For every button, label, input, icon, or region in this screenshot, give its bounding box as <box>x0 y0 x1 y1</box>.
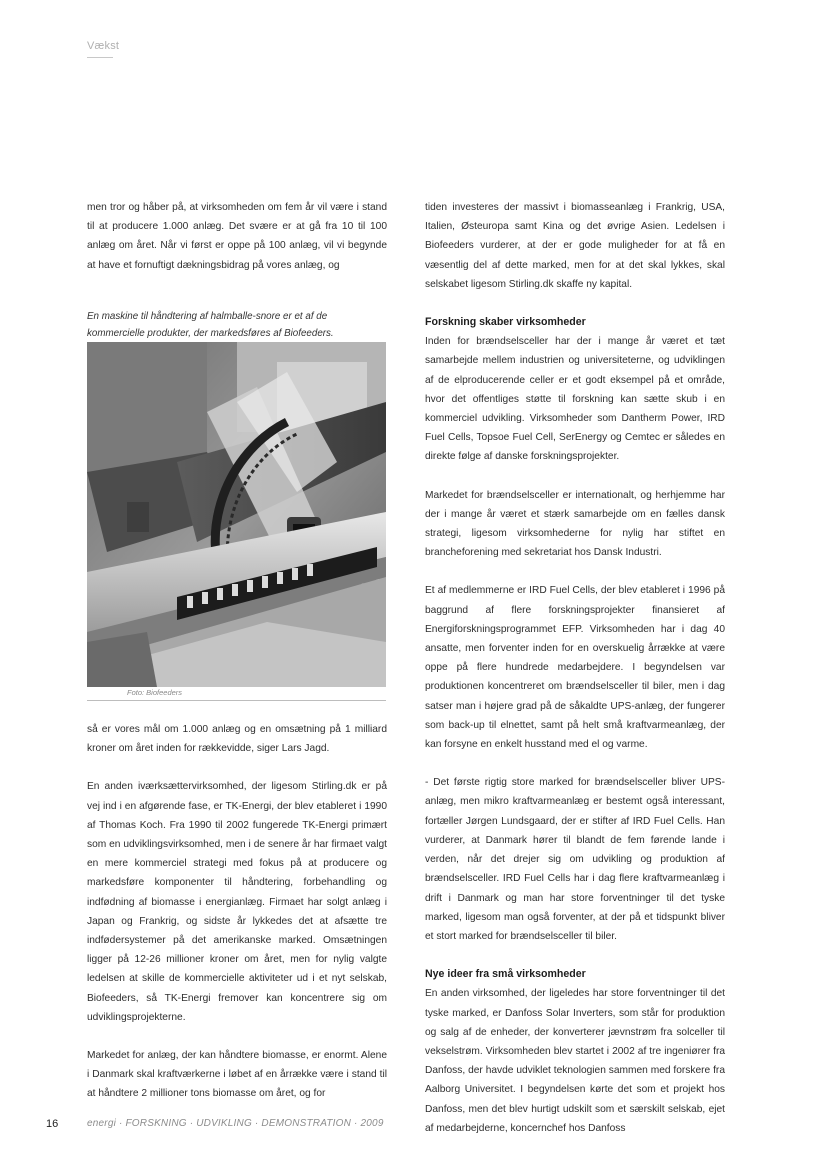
section-rule <box>87 57 113 58</box>
right-column <box>425 198 725 1157</box>
left-column-bottom <box>87 720 387 1123</box>
section-label: Vækst <box>87 40 120 52</box>
page-number: 16 <box>46 1118 59 1130</box>
paragraph: tiden investeres der massivt i biomasseanlæg i Frankrig, USA, Italien, Østeuropa samt Kina og det øvrige Asien. Ledelsen i Biofeeders vurderer, at der er gode muligheder for at få en væsentlig del af dette marked, men for at det skal lykkes, skal selskabet ligesom Stirling.dk skaffe ny kapital. <box>425 202 725 290</box>
paragraph: En anden iværksættervirksomhed, der ligesom Stirling.dk er på vej ind i en afgørende fase, er TK-Energi, der blev etableret i 1990 af Thomas Koch. Fra 1990 til 2002 fungerede TK-Energi primært som en udviklingsvirksomhed, men i de senere år har firmaet valgt en mere kommerciel strategi med fokus på at producere og markedsføre komponenter til håndtering, forbehandling og indfødning af biomasse i energianlæg. Firmaet har solgt anlæg i Japan og Frankrig, og sidste år lykkedes det at afsætte tre indfødersystemer på det amerikanske marked. Omsætningen ligger på 12-26 millioner kroner om året, men for nylig valgte ledelsen at skille de kommercielle aktiviteter ud i et nyt selskab, Biofeeders, så TK-Energi fremover kan koncentrere sig om udviklingsprojekterne. <box>87 781 387 1023</box>
section-heading: Forskning skaber virksomheder <box>425 316 586 329</box>
paragraph: men tror og håber på, at virksomheden om fem år vil være i stand til at producere 1.000 anlæg. Det svære er at gå fra 10 til 100 anlæg om året. Når vi først er oppe på 100 anlæg, vil vi begynde at have et fornuftigt dækningsbidrag på vores anlæg, og <box>87 202 387 271</box>
paragraph: Et af medlemmerne er IRD Fuel Cells, der blev etableret i 1996 på baggrund af flere forskningsprojekter finansieret af Energiforskningsprogrammet EFP. Virksomheden har i dag 40 ansatte, men forventer inden for en overskuelig årrække at være oppe på flere hundrede medarbejdere. I begyndelsen var produktionen koncentreret om brændselsceller til biler, men i dag satser man i højere grad på de såkaldte UPS-anlæg, der fungerer som back-up til elnettet, samt på helt små kraftvarmeanlæg, der kan forsyne en enkelt husstand med el og varme. <box>425 585 725 751</box>
paragraph: Inden for brændselsceller har der i mange år været et tæt samarbejde mellem industrien og universiteterne, og udviklingen af de elproducerende celler er et godt eksempel på et område, hvor det offentliges støtte til forskning kan sætte skub i en kommerciel udvikling. Virksomheder som Dantherm Power, IRD Fuel Cells, Topsoe Fuel Cell, SerEnergy og Cemtec er således en direkte følge af danske forskningsprojekter. <box>425 336 725 463</box>
section-heading: Nye ideer fra små virksomheder <box>425 968 586 981</box>
paragraph: så er vores mål om 1.000 anlæg og en omsætning på 1 milliard kroner om året inden for rækkevidde, siger Lars Jagd. <box>87 724 387 755</box>
paragraph: - Det første rigtig store marked for brændselsceller bliver UPS-anlæg, men mikro kraftvarmeanlæg er bestemt også interessant, fortæller Jørgen Lundsgaard, der er stifter af IRD Fuel Cells. Han vurderer, at Danmark hører til blandt de fem førende lande i verden, når det drejer sig om udvikling og produktion af brændselsceller. IRD Fuel Cells har i dag flere kraftvarmeanlæg i drift i Danmark og man har store forventninger til det tyske marked, ligesom man også forventer, at der på et tidspunkt bliver et stort marked for brændselsceller til biler. <box>425 777 725 942</box>
paragraph: En anden virksomhed, der ligeledes har store forventninger til det tyske marked, er Danfoss Solar Inverters, som står for produktion og salg af de enheder, der konverterer jævnstrøm fra solceller til vekselstrøm. Virksomheden blev startet i 2002 af tre ingeniører fra Danfoss, der havde udviklet teknologien sammen med forskere fra Aalborg Universitet. I begyndelsen kørte det som et projekt hos Danfoss, men det blev hurtigt udskilt som et særskilt selskab, ejet af medarbejderne, koncernchef hos Danfoss <box>425 988 725 1134</box>
publication-title: energi · FORSKNING · UDVIKLING · DEMONSTRATION · 2009 <box>87 1118 384 1129</box>
paragraph: Markedet for anlæg, der kan håndtere biomasse, er enormt. Alene i Danmark skal kraftværkerne i løbet af en årrække være i stand til at håndtere 2 millioner tons biomasse om året, og for <box>87 1050 387 1100</box>
photo-credit: Foto: Biofeeders <box>127 688 183 697</box>
paragraph: Markedet for brændselsceller er internationalt, og herhjemme har der i mange år været et stærk samarbejde om en fælles dansk strategi, ligesom virksomhederne for nylig har stiftet en brancheforening med sekretariat hos Dansk Industri. <box>425 489 725 559</box>
machine-photo-illustration <box>87 342 386 687</box>
machine-photo <box>87 342 386 687</box>
left-column-top <box>87 198 387 294</box>
photo-rule <box>87 700 386 701</box>
figure-caption: En maskine til håndtering af halmballe-snore er et af de kommercielle produkter, der markedsføres af Biofeeders. <box>87 311 334 339</box>
